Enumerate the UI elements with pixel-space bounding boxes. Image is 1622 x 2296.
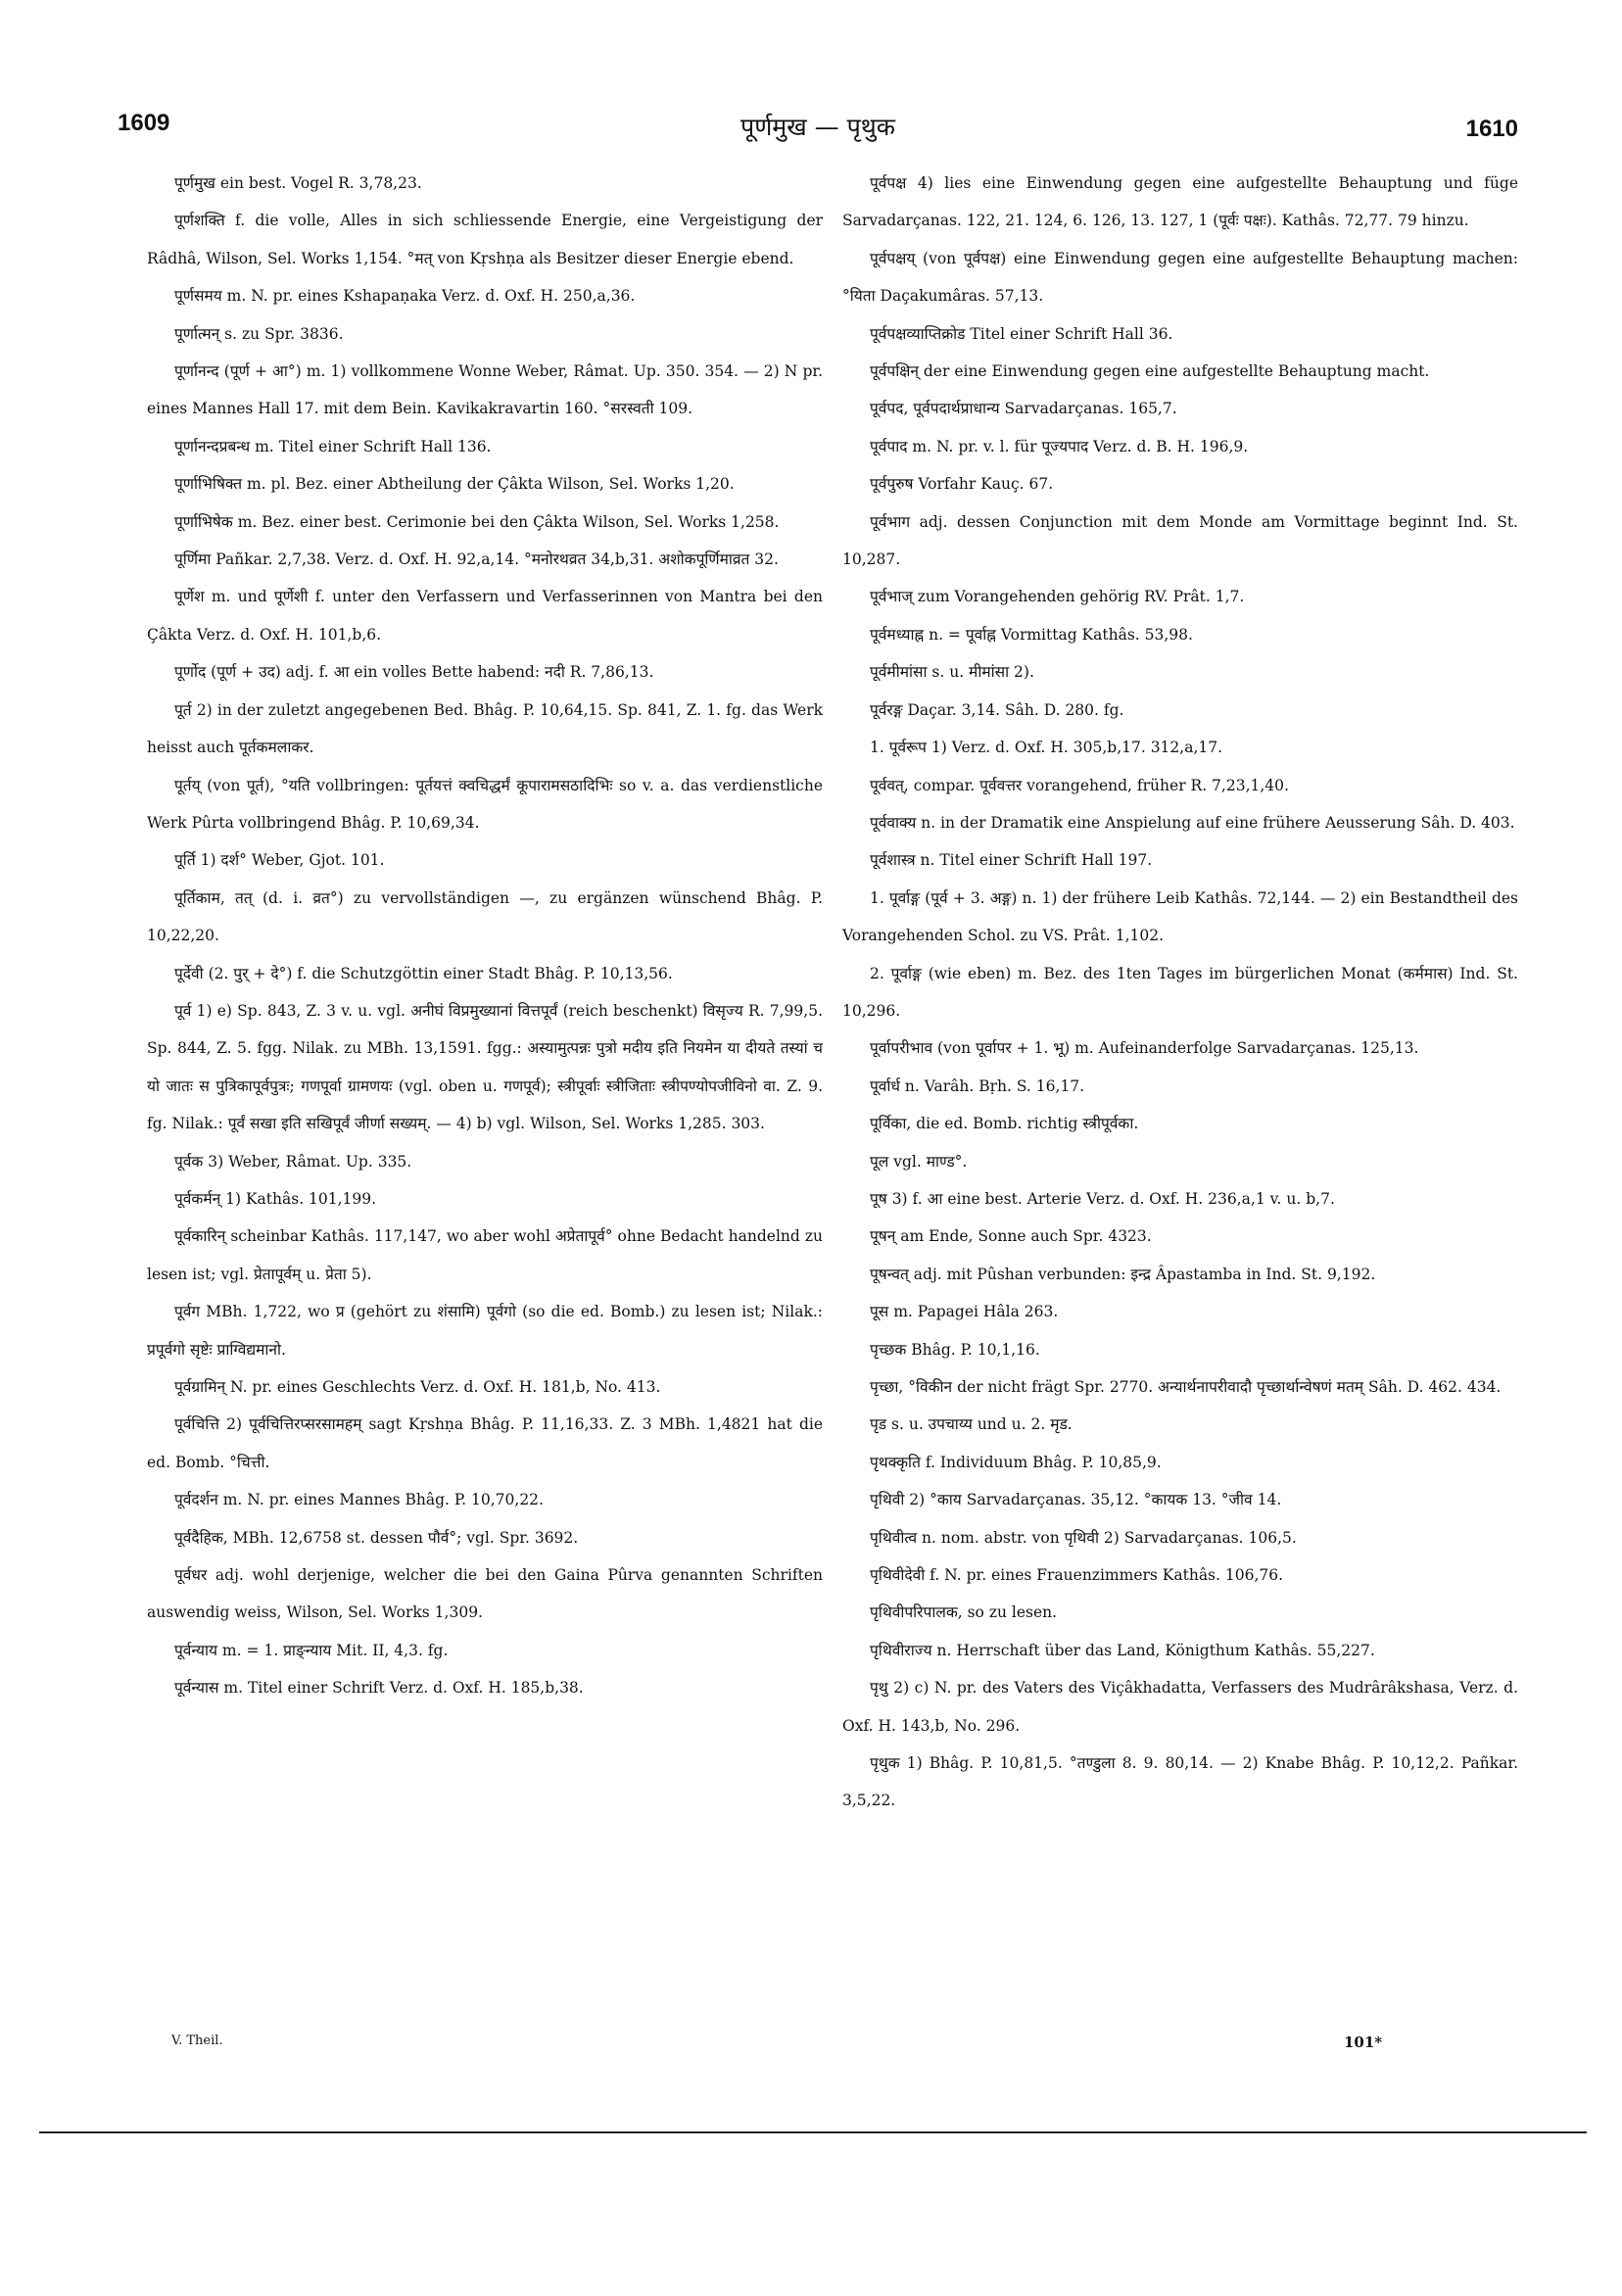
entry-text: पूर्वन्यास m. Titel einer Schrift Verz. d. Oxf. H. 185,b,38. xyxy=(174,1679,584,1698)
left-column-entry xyxy=(147,1180,823,1218)
entry-text: पूर्ववत्, compar. पूर्ववत्तर vorangehend, früher R. 7,23,1,40. xyxy=(870,776,1289,794)
right-column-entry xyxy=(842,1331,1518,1368)
entry-text: पूर्णानन्द (पूर्ण + आ°) m. 1) vollkommene Wonne Weber, Râmat. Up. 350. 354. — 2) N pr. eines Mannes Hall 17. mit dem Bein. Kavikakravartin 160. °सरस्वती 109. xyxy=(147,362,823,418)
entry-text: पृड s. u. उपचाय्य und u. 2. मृड. xyxy=(870,1415,1073,1434)
right-column-entry xyxy=(842,955,1518,1030)
right-column-entry xyxy=(842,804,1518,841)
entry-text: 1. पूर्वरूप 1) Verz. d. Oxf. H. 305,b,17. 312,a,17. xyxy=(870,739,1223,757)
right-column-entry xyxy=(842,729,1518,766)
left-column-entry xyxy=(147,1218,823,1293)
entry-text: पूर्णात्मन् s. zu Spr. 3836. xyxy=(174,324,344,343)
sheet-mark: 101* xyxy=(1344,2033,1383,2051)
entry-text: पूर्वचित्ति 2) पूर्वचित्तिरप्सरसामहम् sagt Kṛshṇa Bhâg. P. 11,16,33. Z. 3 MBh. 1,4821 hat die ed. Bomb. °चित्ती. xyxy=(147,1415,823,1471)
left-column xyxy=(147,165,823,1707)
right-column-entry xyxy=(842,880,1518,955)
entry-text: पूर्वपक्षिन् der eine Einwendung gegen eine aufgestellte Behauptung macht. xyxy=(870,362,1430,381)
right-column-entry xyxy=(842,578,1518,615)
entry-text: पूर्वपक्षव्याप्तिक्रोड Titel einer Schrift Hall 36. xyxy=(870,324,1173,343)
left-column-entry xyxy=(147,277,823,314)
page-number-right: 1610 xyxy=(1465,116,1518,142)
right-column-entry xyxy=(842,165,1518,240)
right-column-entry xyxy=(842,353,1518,390)
entry-text: पृथिवीराज्य n. Herrschaft über das Land, Königthum Kathâs. 55,227. xyxy=(870,1641,1375,1659)
right-column-entry xyxy=(842,1029,1518,1067)
left-column-entry xyxy=(147,578,823,653)
left-column-entry xyxy=(147,1632,823,1669)
left-column-entry xyxy=(147,880,823,955)
right-column-entry xyxy=(842,1105,1518,1142)
left-column-entry xyxy=(147,165,823,202)
left-column-entry xyxy=(147,1406,823,1481)
entry-text: पूर्तय् (von पूर्त), °यति vollbringen: पूर्तयत्तं क्वचिद्धर्मं कूपारामसठादिभिः so v. a. das verdienstliche Werk Pûrta vollbringend Bhâg. P. 10,69,34. xyxy=(147,776,823,832)
entry-text: पृथक्कृति f. Individuum Bhâg. P. 10,85,9. xyxy=(870,1453,1162,1471)
entry-text: पृथिवीदेवी f. N. pr. eines Frauenzimmers Kathâs. 106,76. xyxy=(870,1566,1284,1585)
entry-text: पूर्वकर्मन् 1) Kathâs. 101,199. xyxy=(174,1189,377,1208)
entry-text: पूर्वमीमांसा s. u. मीमांसा 2). xyxy=(870,663,1034,682)
entry-text: पूर्व 1) e) Sp. 843, Z. 3 v. u. vgl. अनीघं विप्रमुख्यानां वित्तपूर्वं (reich beschenkt) विसृज्य R. 7,99,5. Sp. 844, Z. 5. fgg. Nilak. zu MBh. 13,1591. fgg.: अस्यामुत्पन्नः पुत्रो मदीय इति नियमेन या दीयते तस्यां च यो जातः स पुत्रिकापूर्वपुत्रः; गणपूर्वा ग्रामणयः (vgl. oben u. गणपूर्व); स्त्रीपूर्वाः स्त्रीजिताः स्त्रीपण्योपजीविनो वा. Z. 9. fg. Nilak.: पूर्वं सखा इति सखिपूर्वं जीर्णा सख्यम्. — 4) b) vgl. Wilson, Sel. Works 1,285. 303. xyxy=(147,1001,823,1133)
entry-text: पूषन्वत् adj. mit Pûshan verbunden: इन्द्र Âpastamba in Ind. St. 9,192. xyxy=(870,1265,1376,1283)
right-column-entry xyxy=(842,616,1518,653)
entry-text: पूर्वदैहिक, MBh. 12,6758 st. dessen पौर्व°; vgl. Spr. 3692. xyxy=(174,1528,579,1547)
left-column-entry xyxy=(147,1481,823,1518)
running-title: पूर्णमुख — पृथुक xyxy=(740,113,895,141)
left-column-entry xyxy=(147,767,823,842)
left-column-entry xyxy=(147,315,823,353)
right-column-entry xyxy=(842,1368,1518,1406)
left-column-entry xyxy=(147,428,823,465)
right-column-entry xyxy=(842,240,1518,315)
entry-text: पूर्वपक्ष 4) lies eine Einwendung gegen eine aufgestellte Behauptung und füge Sarvadarçanas. 122, 21. 124, 6. 126, 13. 127, 1 (पूर्वः पक्षः). Kathâs. 72,77. 79 hinzu. xyxy=(842,174,1518,230)
right-column-entry xyxy=(842,503,1518,579)
entry-text: पूर्वपक्षय् (von पूर्वपक्ष) eine Einwendung gegen eine aufgestellte Behauptung machen: °यिता Daçakumâras. 57,13. xyxy=(842,249,1518,306)
left-column-entry xyxy=(147,503,823,541)
right-column-entry xyxy=(842,692,1518,729)
page-header xyxy=(118,110,1518,149)
right-column-entry xyxy=(842,841,1518,879)
left-column-entry xyxy=(147,1669,823,1706)
entry-text: पूर्वपुरुष Vorfahr Kauç. 67. xyxy=(870,475,1054,494)
sheet-signature: V. Theil. xyxy=(171,2033,223,2048)
right-column-entry xyxy=(842,428,1518,465)
right-column-entry xyxy=(842,1406,1518,1443)
left-column-entry xyxy=(147,465,823,502)
entry-text: पूर्त 2) in der zuletzt angegebenen Bed. Bhâg. P. 10,64,15. Sp. 841, Z. 1. fg. das Werk heisst auch पूर्तकमलाकर. xyxy=(147,700,823,757)
page-number-left: 1609 xyxy=(118,110,170,136)
right-column-entry xyxy=(842,1180,1518,1218)
right-column-entry xyxy=(842,653,1518,691)
left-column-entry xyxy=(147,202,823,277)
entry-text: पूर्णाभिषिक्त m. pl. Bez. einer Abtheilung der Çâkta Wilson, Sel. Works 1,20. xyxy=(174,475,735,494)
entry-text: पूर्णशक्ति f. die volle, Alles in sich schliessende Energie, eine Vergeistigung der Râdhâ, Wilson, Sel. Works 1,154. °मत् von Kṛshṇa als Besitzer dieser Energie ebend. xyxy=(147,212,823,267)
right-column xyxy=(842,165,1518,1820)
entry-text: पूर्णेश m. und पूर्णेशी f. unter den Verfassern und Verfasserinnen von Mantra bei den Çâkta Verz. d. Oxf. H. 101,b,6. xyxy=(147,588,823,644)
entry-text: पूस m. Papagei Hâla 263. xyxy=(870,1303,1059,1321)
entry-text: पूल vgl. माण्ड°. xyxy=(870,1152,968,1171)
entry-text: पृथिवी 2) °काय Sarvadarçanas. 35,12. °कायक 13. °जीव 14. xyxy=(870,1491,1282,1509)
entry-text: पूर्णानन्दप्रबन्ध m. Titel einer Schrift Hall 136. xyxy=(174,437,492,455)
right-column-entry xyxy=(842,1594,1518,1631)
entry-text: पूर्वन्याय m. = 1. प्राङ्न्याय Mit. II, 4,3. fg. xyxy=(174,1641,449,1659)
entry-text: पूर्वार्ध n. Varâh. Bṛh. S. 16,17. xyxy=(870,1076,1085,1095)
entry-text: पूर्वभाग adj. dessen Conjunction mit dem Monde am Vormittage beginnt Ind. St. 10,287. xyxy=(842,512,1518,569)
entry-text: पृथिवीपरिपालक, so zu lesen. xyxy=(870,1603,1058,1622)
entry-text: पूर्णोद (पूर्ण + उद) adj. f. आ ein volles Bette habend: नदी R. 7,86,13. xyxy=(174,663,654,682)
right-column-entry xyxy=(842,1293,1518,1330)
left-column-entry xyxy=(147,1556,823,1632)
left-column-entry xyxy=(147,992,823,1143)
right-column-entry xyxy=(842,1556,1518,1594)
entry-text: पूर्वग्रामिन् N. pr. eines Geschlechts Verz. d. Oxf. H. 181,b, No. 413. xyxy=(174,1378,661,1396)
entry-text: पूर्वपाद m. N. pr. v. l. für पूज्यपाद Verz. d. B. H. 196,9. xyxy=(870,437,1249,455)
right-column-entry xyxy=(842,1519,1518,1556)
entry-text: पूर्तिकाम, तत् (d. i. व्रत°) zu vervollständigen —, zu ergänzen wünschend Bhâg. P. 10,22,20. xyxy=(147,888,823,945)
left-column-entry xyxy=(147,1293,823,1368)
entry-text: पृथुक 1) Bhâg. P. 10,81,5. °तण्डुला 8. 9. 80,14. — 2) Knabe Bhâg. P. 10,12,2. Pañkar. 3,5,22. xyxy=(842,1754,1518,1810)
bottom-rule xyxy=(39,2131,1587,2133)
entry-text: पूर्वधर adj. wohl derjenige, welcher die bei den Gaina Pûrva genannten Schriften auswendig weiss, Wilson, Sel. Works 1,309. xyxy=(147,1566,823,1622)
right-column-entry xyxy=(842,1632,1518,1669)
entry-text: पूर्वकारिन् scheinbar Kathâs. 117,147, wo aber wohl अप्रेतापूर्व° ohne Bedacht handelnd zu lesen ist; vgl. प्रेतापूर्वम् u. प्रेता 5). xyxy=(147,1227,823,1283)
entry-text: पूर्वग MBh. 1,722, wo प्र (gehört zu शंसामि) पूर्वगो (so die ed. Bomb.) zu lesen ist; Nilak.: प्रपूर्वगो सृष्टेः प्राग्विद्यमानो. xyxy=(147,1303,823,1359)
right-column-entry xyxy=(842,1481,1518,1518)
left-column-entry xyxy=(147,692,823,767)
left-column-entry xyxy=(147,653,823,691)
entry-text: पृच्छक Bhâg. P. 10,1,16. xyxy=(870,1340,1040,1359)
right-column-entry xyxy=(842,390,1518,427)
right-column-entry xyxy=(842,1218,1518,1255)
entry-text: पूर्वभाज् zum Vorangehenden gehörig RV. Prât. 1,7. xyxy=(870,588,1245,606)
entry-text: पूष 3) f. आ eine best. Arterie Verz. d. Oxf. H. 236,a,1 v. u. b,7. xyxy=(870,1189,1335,1208)
right-column-entry xyxy=(842,767,1518,804)
entry-text: पूर्वापरीभाव (von पूर्वापर + 1. भू) m. Aufeinanderfolge Sarvadarçanas. 125,13. xyxy=(870,1039,1419,1058)
right-column-entry xyxy=(842,315,1518,353)
right-column-entry xyxy=(842,1068,1518,1105)
entry-text: पूर्देवी (2. पुर् + दे°) f. die Schutzgöttin einer Stadt Bhâg. P. 10,13,56. xyxy=(174,964,673,982)
entry-text: पूर्वशास्त्र n. Titel einer Schrift Hall 197. xyxy=(870,851,1153,870)
entry-text: 2. पूर्वाङ्ग (wie eben) m. Bez. des 1ten Tages im bürgerlichen Monat (कर्ममास) Ind. St. 10,296. xyxy=(842,964,1518,1020)
entry-text: पूर्ति 1) दर्श° Weber, Gjot. 101. xyxy=(174,851,385,870)
entry-text: पूर्ववाक्य n. in der Dramatik eine Anspielung auf eine frühere Aeusserung Sâh. D. 403. xyxy=(870,813,1515,832)
left-column-entry xyxy=(147,841,823,879)
right-column-entry xyxy=(842,1745,1518,1820)
right-column-entry xyxy=(842,1444,1518,1481)
left-column-entry xyxy=(147,1368,823,1406)
left-column-entry xyxy=(147,541,823,578)
entry-text: पूर्णमुख ein best. Vogel R. 3,78,23. xyxy=(174,174,422,192)
entry-text: 1. पूर्वाङ्ग (पूर्व + 3. अङ्ग) n. 1) der frühere Leib Kathâs. 72,144. — 2) ein Bestandtheil des Vorangehenden Schol. zu VS. Prât. 1,102. xyxy=(842,888,1518,945)
left-column-entry xyxy=(147,353,823,428)
entry-text: पूर्वरङ्ग Daçar. 3,14. Sâh. D. 280. fg. xyxy=(870,700,1124,719)
right-column-entry xyxy=(842,1143,1518,1180)
entry-text: पृथु 2) c) N. pr. des Vaters des Viçâkhadatta, Verfassers des Mudrârâkshasa, Verz. d. Oxf. H. 143,b, No. 296. xyxy=(842,1679,1518,1735)
entry-text: पूर्विका, die ed. Bomb. richtig स्त्रीपूर्वका. xyxy=(870,1115,1139,1133)
right-column-entry xyxy=(842,465,1518,502)
entry-text: पूर्वमध्याह्न n. = पूर्वाह्न Vormittag Kathâs. 53,98. xyxy=(870,625,1193,644)
entry-text: पूर्वक 3) Weber, Râmat. Up. 335. xyxy=(174,1152,412,1171)
entry-text: पूर्वपद, पूर्वपदार्थप्राधान्य Sarvadarçanas. 165,7. xyxy=(870,400,1177,418)
entry-text: पृथिवीत्व n. nom. abstr. von पृथिवी 2) Sarvadarçanas. 106,5. xyxy=(870,1528,1297,1547)
left-column-entry xyxy=(147,1143,823,1180)
left-column-entry xyxy=(147,955,823,992)
left-column-entry xyxy=(147,1519,823,1556)
entry-text: पूर्णिमा Pañkar. 2,7,38. Verz. d. Oxf. H. 92,a,14. °मनोरथव्रत 34,b,31. अशोकपूर्णिमाव्रत 32. xyxy=(174,550,779,569)
entry-text: पूर्णसमय m. N. pr. eines Kshapaṇaka Verz. d. Oxf. H. 250,a,36. xyxy=(174,287,636,306)
entry-text: पूर्णाभिषेक m. Bez. einer best. Cerimonie bei den Çâkta Wilson, Sel. Works 1,258. xyxy=(174,512,780,531)
entry-text: पूर्वदर्शन m. N. pr. eines Mannes Bhâg. P. 10,70,22. xyxy=(174,1491,544,1509)
right-column-entry xyxy=(842,1256,1518,1293)
right-column-entry xyxy=(842,1669,1518,1745)
entry-text: पृच्छा, °विकीन der nicht frägt Spr. 2770. अन्यार्थनापरीवादौ पृच्छार्थान्वेषणं मतम् Sâh. D. 462. 434. xyxy=(870,1378,1502,1396)
entry-text: पूषन् am Ende, Sonne auch Spr. 4323. xyxy=(870,1227,1152,1246)
